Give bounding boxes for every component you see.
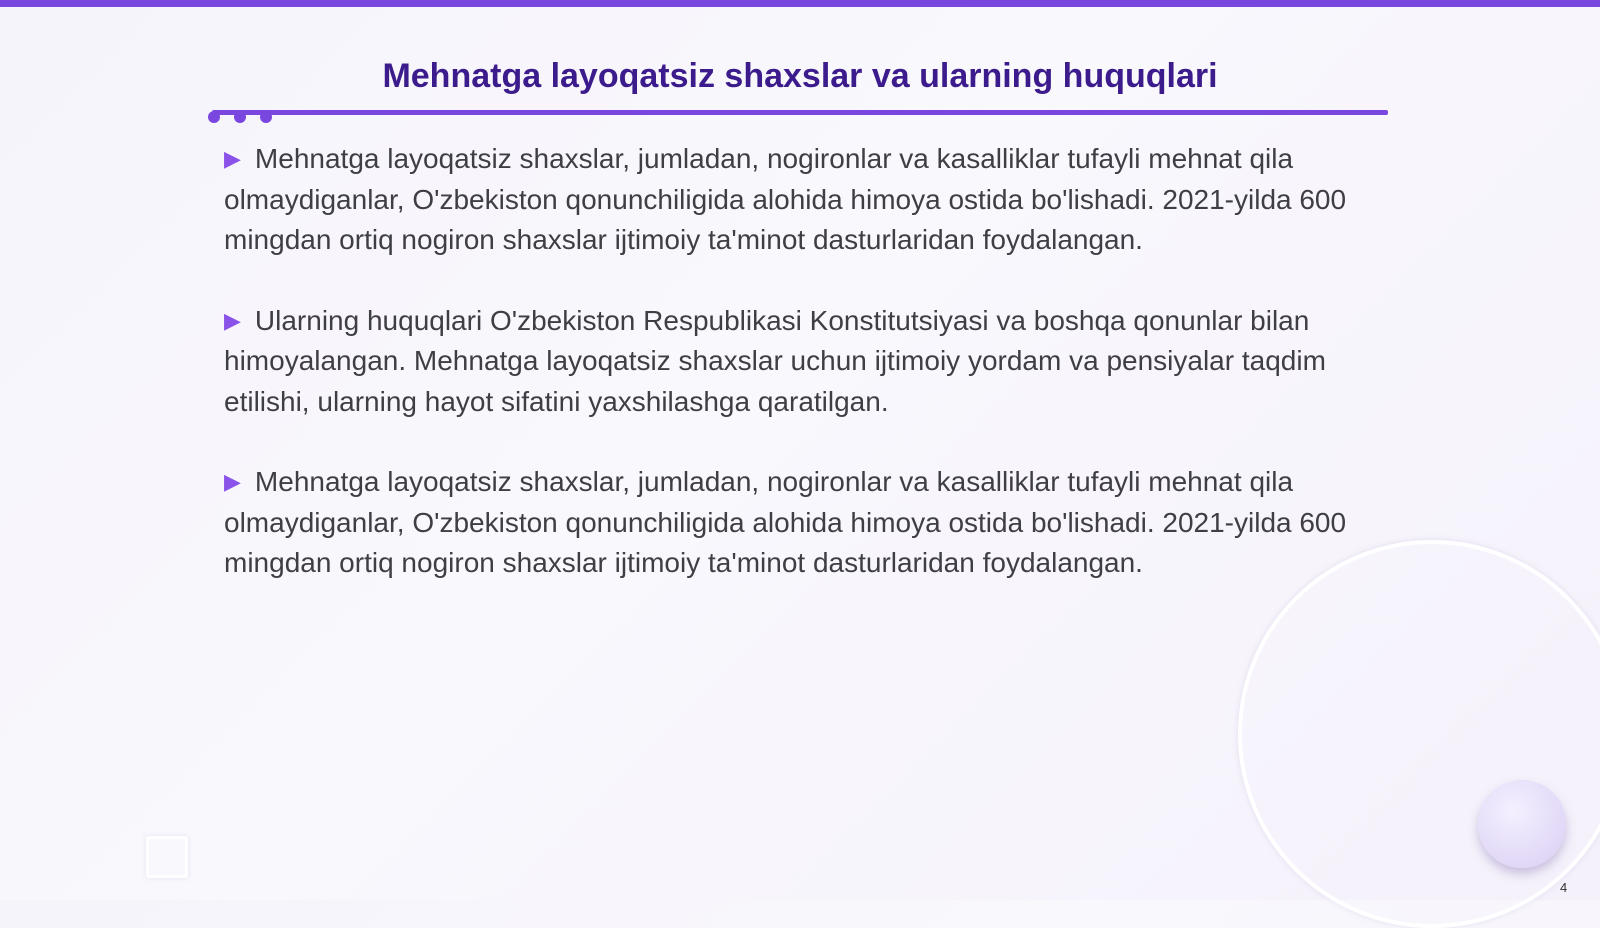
bullet-item <box>224 139 1354 261</box>
triangle-bullet-icon: ▶ <box>224 146 241 171</box>
decorative-square <box>146 836 188 878</box>
decorative-orb <box>1478 780 1566 868</box>
underline-dot <box>260 111 272 123</box>
triangle-bullet-icon: ▶ <box>224 469 241 494</box>
bullet-text: Mehnatga layoqatsiz shaxslar, jumladan, nogironlar va kasalliklar tufayli mehnat qila olmaydiganlar, O'zbekiston qonunchiligida alohida himoya ostida bo'lishadi. 2021-yilda 600 mingdan ortiq nogiron shaxslar ijtimoiy ta'minot dasturlaridan foydalangan. <box>224 143 1347 255</box>
underline-dot <box>234 111 246 123</box>
slide-number: 4 <box>1560 880 1568 895</box>
title-underline <box>212 110 1388 115</box>
top-accent-bar <box>0 0 1600 7</box>
bullet-text: Mehnatga layoqatsiz shaxslar, jumladan, nogironlar va kasalliklar tufayli mehnat qila olmaydiganlar, O'zbekiston qonunchiligida alohida himoya ostida bo'lishadi. 2021-yilda 600 mingdan ortiq nogiron shaxslar ijtimoiy ta'minot dasturlaridan foydalangan. <box>224 466 1347 578</box>
underline-dot <box>208 111 220 123</box>
bullet-item <box>224 462 1354 584</box>
triangle-bullet-icon: ▶ <box>224 307 241 333</box>
decorative-ring <box>1238 540 1600 928</box>
bullet-list <box>224 139 1354 624</box>
bullet-text: Ularning huquqlari O'zbekiston Respublikasi Konstitutsiyasi va boshqa qonunlar bilan himoyalangan. Mehnatga layoqatsiz shaxslar uchun ijtimoiy yordam va pensiyalar taqdim etilishi, ularning hayot sifatini yaxshilashga qaratilgan. <box>224 304 1326 417</box>
slide-title: Mehnatga layoqatsiz shaxslar va ularning huquqlari <box>382 57 1218 95</box>
bullet-item <box>224 301 1354 423</box>
